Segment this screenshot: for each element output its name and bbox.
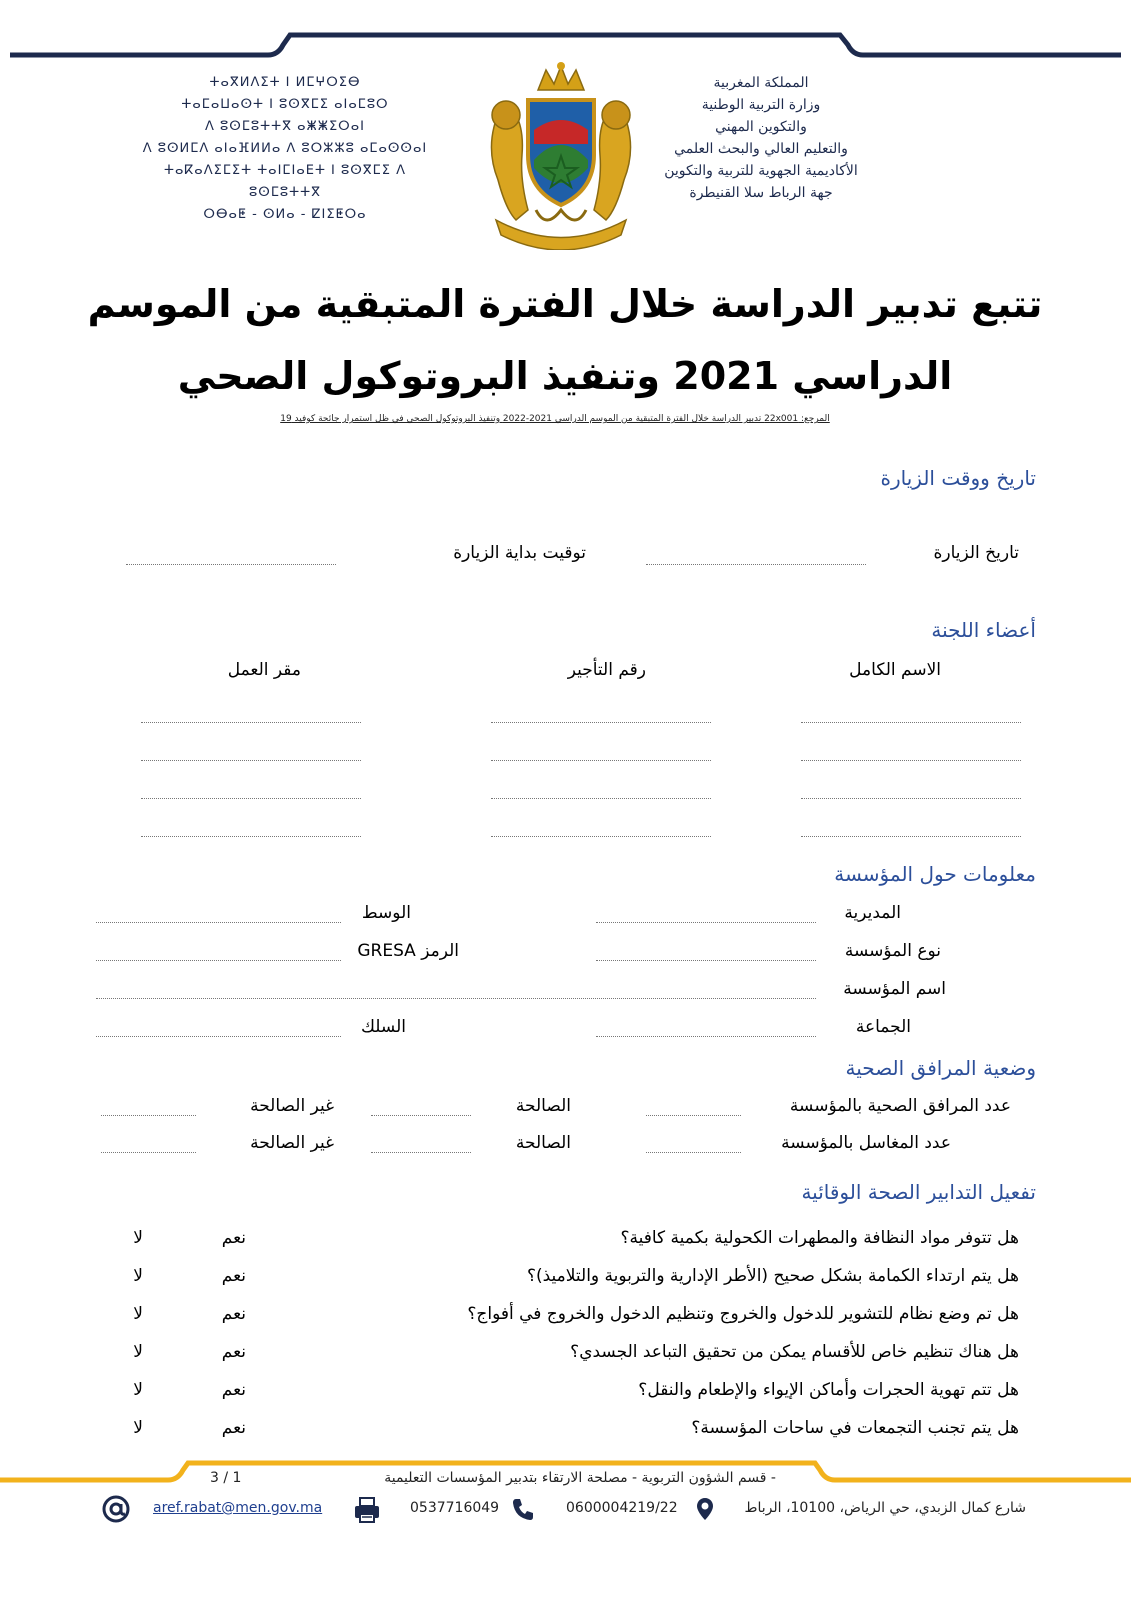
footer-service: - قسم الشؤون التربوية - مصلحة الارتقاء بتدبير المؤسسات التعليمية [384,1470,776,1486]
answer-no[interactable]: لا [133,1228,143,1248]
measure-question-3: هل تم وضع نظام للتشوير للدخول والخروج وتنظيم الدخول والخروج في أفواج؟ [467,1304,1019,1324]
institution-name-field[interactable] [96,998,816,999]
footer-email[interactable]: aref.rabat@men.gov.ma [153,1500,323,1516]
toilets-count-label: عدد المرافق الصحية بالمؤسسة [789,1096,1011,1116]
institution-type-field[interactable] [596,960,816,961]
toilets-good-label: الصالحة [515,1096,571,1116]
answer-yes[interactable]: نعم [221,1304,246,1324]
footer-phone: 0600004219/22 [566,1500,678,1516]
answer-yes[interactable]: نعم [221,1342,246,1362]
measure-question-4: هل هناك تنظيم خاص للأقسام يمكن من تحقيق التباعد الجسدي؟ [570,1342,1019,1362]
section-heading-sanitary: وضعية المرافق الصحية [845,1056,1036,1080]
header-line: المملكة المغربية [713,75,809,91]
directorate-field[interactable] [596,922,816,923]
committee-work-field[interactable] [141,836,361,837]
header-line: ⵜⴰⵎⴰⵡⴰⵙⵜ ⵏ ⵓⵙⴳⵎⵉ ⴰⵏⴰⵎⵓⵔ [181,97,389,112]
gresa-code-label: الرمز GRESA [357,941,459,961]
measure-question-2: هل يتم ارتداء الكمامة بشكل صحيح (الأطر الإدارية والتربوية والتلاميذ)؟ [526,1266,1019,1286]
answer-no[interactable]: لا [133,1380,143,1400]
cycle-field[interactable] [96,1036,341,1037]
visit-date-field[interactable] [646,564,866,565]
section-heading-measures: تفعيل التدابير الصحة الوقائية [801,1180,1036,1204]
answer-no[interactable]: لا [133,1418,143,1438]
fax-icon [352,1496,382,1524]
milieu-field[interactable] [96,922,341,923]
header-line: والتكوين المهني [715,119,807,135]
toilets-count-field[interactable] [646,1115,741,1116]
committee-work-field[interactable] [141,798,361,799]
commune-field[interactable] [596,1036,816,1037]
toilets-bad-label: غير الصالحة [250,1096,334,1116]
sinks-good-field[interactable] [371,1152,471,1153]
toilets-bad-field[interactable] [101,1115,196,1116]
visit-date-label: تاريخ الزيارة [933,543,1019,563]
measure-question-6: هل يتم تجنب التجمعات في ساحات المؤسسة؟ [691,1418,1019,1438]
sinks-count-label: عدد المغاسل بالمؤسسة [781,1133,951,1153]
committee-name-field[interactable] [801,722,1021,723]
answer-yes[interactable]: نعم [221,1418,246,1438]
ministry-header-arabic [641,72,881,204]
committee-col-work: مقر العمل [227,660,301,680]
header-line: ⵜⴰⴽⴰⴷⵉⵎⵉⵜ ⵜⴰⵏⵎⵏⴰⴹⵜ ⵏ ⵓⵙⴳⵎⵉ ⴷ ⵓⵙⵎⵓⵜⵜⴳ [164,163,406,200]
committee-work-field[interactable] [141,760,361,761]
header-line: الأكاديمية الجهوية للتربية والتكوين [664,163,858,179]
sinks-bad-field[interactable] [101,1152,196,1153]
header-line: والتعليم العالي والبحث العلمي [674,141,848,157]
answer-no[interactable]: لا [133,1342,143,1362]
page-number: 3 / 1 [210,1470,242,1486]
phone-icon [510,1496,536,1522]
visit-start-label: توقيت بداية الزيارة [453,543,586,563]
document-title [60,268,1070,412]
coat-of-arms-emblem [476,60,646,250]
committee-name-field[interactable] [801,836,1021,837]
measure-question-5: هل تتم تهوية الحجرات وأماكن الإيواء والإطعام والنقل؟ [638,1380,1019,1400]
measure-question-1: هل تتوفر مواد النظافة والمطهرات الكحولية بكمية كافية؟ [620,1228,1019,1248]
answer-no[interactable]: لا [133,1304,143,1324]
institution-type-label: نوع المؤسسة [844,941,941,961]
header-line: ⵜⴰⴳⵍⴷⵉⵜ ⵏ ⵍⵎⵖⵔⵉⴱ [209,75,361,90]
header-line: ⴷ ⵓⵙⵎⵓⵜⵜⴳ ⴰⵥⵥⵉⵔⴰⵏ [205,119,365,134]
committee-name-field[interactable] [801,798,1021,799]
committee-id-field[interactable] [491,836,711,837]
gresa-code-field[interactable] [96,960,341,961]
sinks-count-field[interactable] [646,1152,741,1153]
directorate-label: المديرية [844,903,901,923]
committee-name-field[interactable] [801,760,1021,761]
toilets-good-field[interactable] [371,1115,471,1116]
location-pin-icon [692,1496,718,1522]
milieu-label: الوسط [361,903,411,923]
visit-start-field[interactable] [126,564,336,565]
sinks-good-label: الصالحة [515,1133,571,1153]
ministry-header-tifinagh [135,72,435,226]
section-heading-committee: أعضاء اللجنة [931,618,1036,642]
footer-fax: 0537716049 [410,1500,500,1516]
committee-work-field[interactable] [141,722,361,723]
cycle-label: السلك [360,1017,406,1037]
sinks-bad-label: غير الصالحة [250,1133,334,1153]
committee-col-name: الاسم الكامل [849,660,941,680]
answer-no[interactable]: لا [133,1266,143,1286]
at-sign-icon [100,1493,132,1525]
answer-yes[interactable]: نعم [221,1380,246,1400]
committee-id-field[interactable] [491,722,711,723]
committee-id-field[interactable] [491,798,711,799]
commune-label: الجماعة [855,1017,911,1037]
header-line: ⴷ ⵓⵙⵍⵎⴷ ⴰⵏⴰⴼⵍⵍⴰ ⴷ ⵓⵔⵣⵣⵓ ⴰⵎⴰⵙⵙⴰⵏ [142,141,428,156]
footer-address: شارع كمال الزبدي، حي الرياض، 10100، الرباط [744,1500,1026,1516]
committee-id-field[interactable] [491,760,711,761]
header-line: وزارة التربية الوطنية [701,97,821,113]
header-line: جهة الرباط سلا القنيطرة [689,185,833,201]
title-line: تتبع تدبير الدراسة خلال الفترة المتبقية من الموسم [87,282,1043,326]
section-heading-visit: تاريخ ووقت الزيارة [880,466,1036,490]
reference-line: المرجع: 22x001 تدبير الدراسة خلال الفترة المتبقية من الموسم الدراسي 2021-2022 وتنفيذ البروتوكول الصحي في ظل استمرار جائحة كوفيد 19 [280,414,830,424]
institution-name-label: اسم المؤسسة [843,979,946,999]
committee-col-id: رقم التأجير [567,660,646,680]
answer-yes[interactable]: نعم [221,1228,246,1248]
answer-yes[interactable]: نعم [221,1266,246,1286]
header-line: ⵔⴱⴰⵟ - ⵙⵍⴰ - ⵇⵏⵉⵟⵔⴰ [203,207,367,222]
title-line: الدراسي 2021 وتنفيذ البروتوكول الصحي [177,354,953,398]
section-heading-institution: معلومات حول المؤسسة [834,862,1036,886]
